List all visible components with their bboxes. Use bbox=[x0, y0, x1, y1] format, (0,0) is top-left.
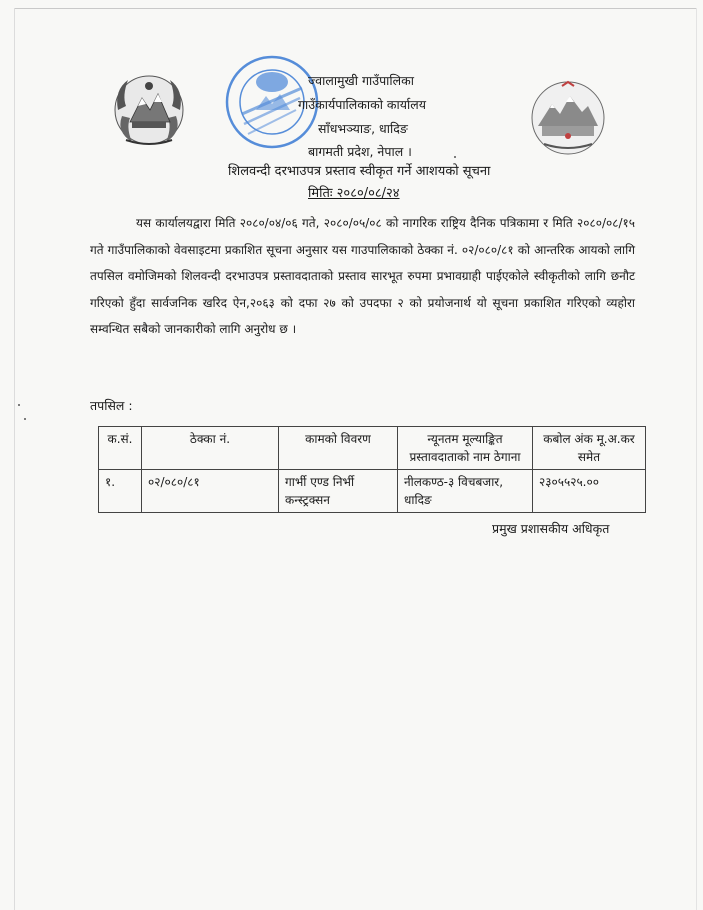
notice-body bbox=[90, 210, 635, 343]
page-edge-right bbox=[696, 8, 697, 910]
col-header-contract-no: ठेक्का नं. bbox=[142, 427, 279, 470]
nepal-emblem-icon bbox=[108, 70, 190, 150]
office-name: गाउँकार्यपालिकाको कार्यालय bbox=[298, 97, 426, 112]
scan-speck bbox=[454, 156, 456, 158]
municipality-logo-icon bbox=[528, 78, 608, 158]
table-row bbox=[99, 470, 646, 513]
notice-body-text: यस कार्यालयद्वारा मिति २०८०/०४/०६ गते, २०८०/०५/०८ को नागरिक राष्ट्रिय दैनिक पत्रिकामा र मिति २०८०/०८/१५ गते गाउँपालिकाको वेवसाइटमा प्रकाशित सूचना अनुसार यस गाउपालिकाको ठेक्का नं. ०२/०८०/८१ को आन्तरिक आयको लागि तपसिल वमोजिमको शिलवन्दी दरभाउपत्र प्रस्तावदाताको प्रस्ताव सारभूत रुपमा प्रभावग्राही पाईएकोले स्वीकृतीको लागि छनौट गरिएको हुँदा सार्वजनिक खरिद ऐन,२०६३ को दफा २७ को उपदफा २ को प्रयोजनार्थ यो सूचना प्रकाशित गरिएको व्यहोरा सम्वन्धित सबैको जानकारीको लागि अनुरोध छ । bbox=[90, 216, 635, 336]
details-label: तपसिल : bbox=[90, 398, 133, 413]
col-header-sn: क.सं. bbox=[99, 427, 142, 470]
signatory-title: प्रमुख प्रशासकीय अधिकृत bbox=[492, 521, 610, 536]
col-header-work-description: कामको विवरण bbox=[279, 427, 398, 470]
cell-bidder: नीलकण्ठ-३ विचबजार, धादिङ bbox=[398, 470, 533, 513]
notice-date: मितिः २०८०/०८/२४ bbox=[308, 186, 400, 201]
office-address: साँधभञ्याङ, धादिङ bbox=[318, 121, 408, 136]
notice-title: शिलवन्दी दरभाउपत्र प्रस्ताव स्वीकृत गर्ने आशयको सूचना bbox=[228, 164, 491, 179]
municipality-name: ज्वालामुखी गाउँपालिका bbox=[308, 73, 414, 88]
page-edge-top bbox=[14, 8, 697, 9]
cell-work-description: गार्भी एण्ड निर्भी कन्स्ट्रक्सन bbox=[279, 470, 398, 513]
scan-speck bbox=[24, 418, 26, 420]
province-country: बागमती प्रदेश, नेपाल । bbox=[308, 144, 412, 159]
page-edge-left bbox=[14, 8, 15, 910]
scan-speck bbox=[18, 404, 20, 406]
table-header-row bbox=[99, 427, 646, 470]
bid-table bbox=[98, 426, 646, 513]
col-header-bidder: न्यूनतम मूल्याङ्कित प्रस्तावदाताको नाम ठेगाना bbox=[398, 427, 533, 470]
cell-sn: १. bbox=[99, 470, 142, 513]
col-header-bid-amount: कबोल अंक मू.अ.कर समेत bbox=[533, 427, 646, 470]
cell-contract-no: ०२/०८०/८१ bbox=[142, 470, 279, 513]
cell-bid-amount: २३०५५२५.०० bbox=[533, 470, 646, 513]
